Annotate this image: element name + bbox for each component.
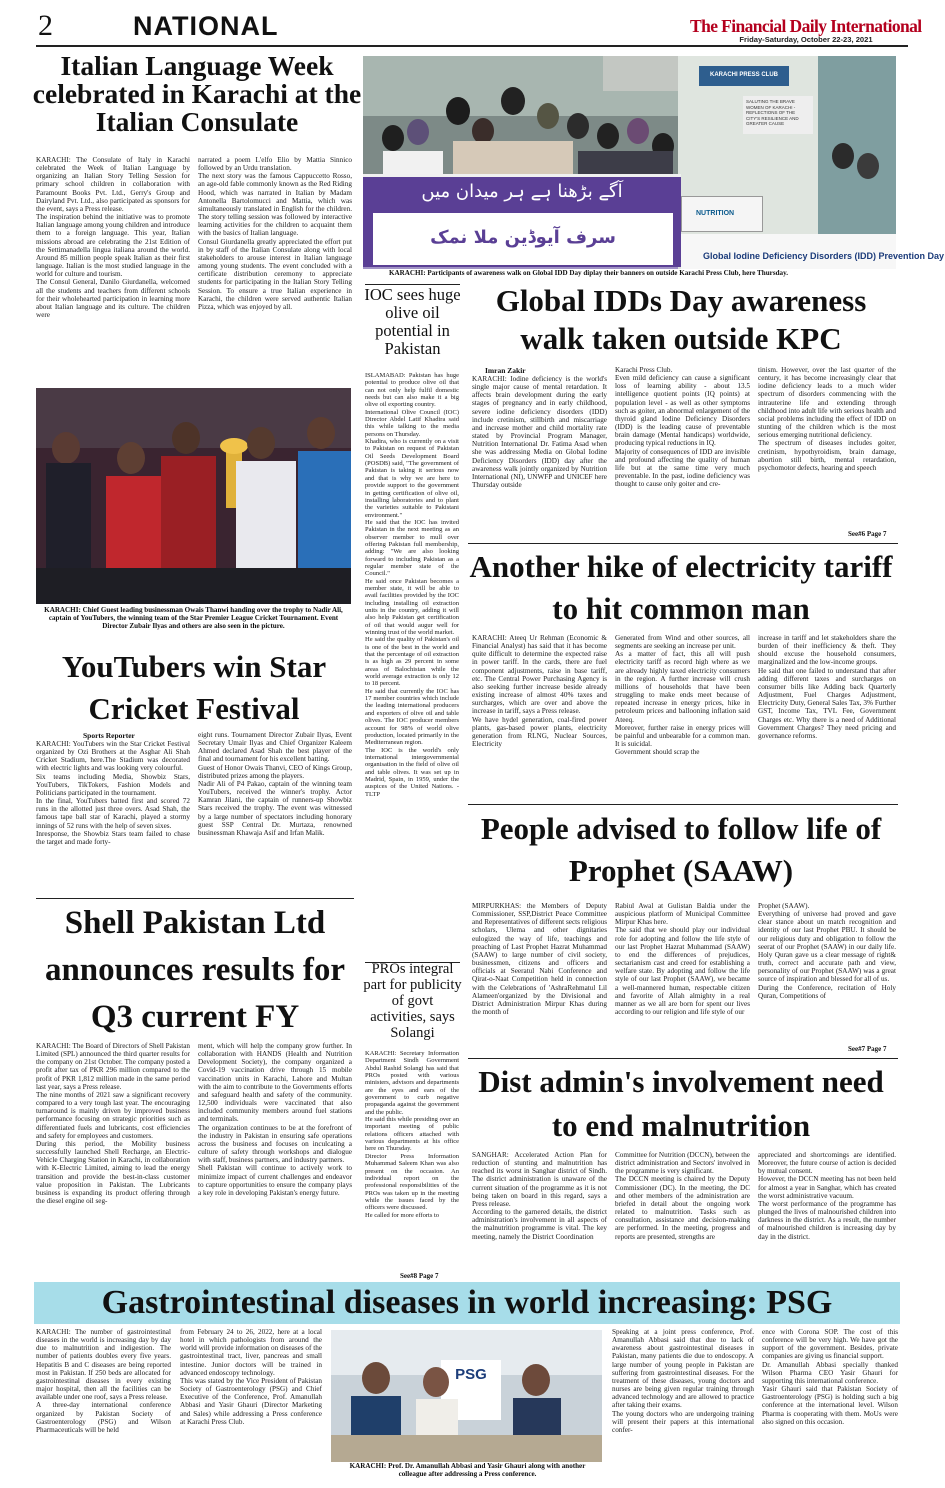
- gastro-psg-logo: PSG: [455, 1366, 487, 1383]
- youtubers-col2: eight runs. Tournament Director Zubair Ilyas, Event Secretary Umair Ilyas and Chief Organizer Kaleem Ahmed declared Asad Shah the best player of the final and tournament for his excellent batting. Guest of Honor Owais Thanvi, CEO of Kings Group, distributed prizes among the players. Nadir Ali of P4 Pakao, captain of the winning team YouTubers, received the winner's trophy. Actor Kamran Jilani, the captain of runners-up Showbiz Stars received the trophy. The event was witnessed by a large number of spectators including honorary guest SSP Central Dr. Murtaza, renowned businessman Khawaja Asif and Irfan Malik.: [198, 731, 352, 837]
- youtubers-byline: Sports Reporter: [83, 731, 135, 740]
- electricity-col1: KARACHI: Ateeq Ur Rehman (Economic & Financial Analyst) has said that it has become quite difficult to determine the expected raise in power tariff. In the cards, there are fuel component adjustments, raise in base tariff, etc. The Central Power Purchasing Agency is also seeking further increase beside already existing increase of almost 40% taxes and surcharges, which are over and above the increase in tariff, says a Press release. We have hydel generation, coal-fired power plants, gas-based power plants, electricity generation from RLNG, Nuclear Sources, Electricity: [472, 634, 607, 749]
- pros-continued: See#8 Page 7: [400, 1272, 439, 1280]
- prophet-headline: People advised to follow life of Prophet (SAAW): [480, 811, 882, 888]
- idd-col1: KARACHI: Iodine deficiency is the world's single major cause of mental retardation. It affects brain development during the early stages of pregnancy and in early childhood, severe iodine deficiency disorders (IDD) include cretinism, stillbirth and miscarriage and increase mother and child mortality rate stated by Provincial Program Manager, Nutrition International Dr. Fatima Asad when she was addressing Media on Global Iodine Deficiency Disorders (IDD) day after the awareness walk jointly organized by Nutrition International (NI), UNWFP and UNICEF here Thursday outside: [472, 375, 607, 490]
- nutrition-sign: [681, 196, 763, 232]
- youtubers-col1: KARACHI: YouTubers win the Star Cricket Festival organized by Ozi Brothers at the Asghar Ali Shah Cricket Stadium, here.The Stadium was decorated with electric lights and was looking very colourful. Six teams including Media, Showbiz Stars, YouTubers, TikTokers, Fashion Models and Politicians participated in the tournament. In the final, YouTubers batted first and scored 72 runs in the allotted just three overs. Asad Shah, the famous tape ball star of Karachi, played a stormy innings of 52 runs with the help of seven sixes. Inresponse, the Showbiz Stars team failed to chase the target and made forty-: [36, 740, 190, 846]
- shell-headline: Shell Pakistan Ltd announces results for Q3 current FY: [44, 905, 346, 1035]
- idd-continued: See#6 Page 7: [848, 530, 887, 538]
- cricket-photo-caption: KARACHI: Chief Guest leading businessman Owais Thanwi handing over the trophy to Nadir Ali, captain of YouTubers, the winning team of the Star Premier League Cricket Tournament. Event Director Zubair Ilyas and others are also seen in the picture.: [44, 606, 343, 630]
- italian-col1: KARACHI: The Consulate of Italy in Karachi celebrated the Week of Italian Language by organizing an Italian Story Telling Session for primary school children in collaboration with Paramount Books Pvt. Ltd., Gerry's Group and Dairyland Pvt. Ltd., also participated as sponsors for the event, says a Press release. The inspiration behind the initiative was to promote Italian language among young children and introduce them to a foreign language. This year, Italian missions abroad are celebrating the 21st Edition of the Settimanadella lingua italiana around the world. Around 85 million people speak Italian as their first language. Italian is the most studied language in the world for culture and tourism. The Consul General, Danilo Giurdanella, welcomed all the students and teachers from different schools for their wholehearted participation in learning more about Italian language and its culture. The children were: [36, 156, 190, 319]
- pros-body: KARACHI: Secretary Information Department Sindh Government Abdul Rashid Solangi has said that PROs posted with various ministers, advisors and departments are the eyes and ears of the government to curb negative propaganda against the government and the public. He said this while presiding over an important meeting of public relations officers attached with various departments at his office here on Thursday. Director Press Information Muhammad Saleem Khan was also present on the occasion. An individual report on the professional responsibilities of the PROs was taken up in the meeting while the issues faced by the officers were discussed. He called for more efforts to: [365, 1050, 459, 1219]
- malnutrition-col3: appreciated and shortcomings are identified. Moreover, the future course of action is decided by mutual consent. However, the DCCN meeting has not been held for almost a year in Sanghar, which has created the worst administrative vacuum. The worst performance of the programme has plunged the lives of malnourished children into darkness in the district. As a result, the number of malnourished children is increasing day by day in the district.: [758, 1151, 896, 1241]
- idd-byline: Imran Zakir: [485, 366, 526, 375]
- prophet-bottom-rule: [468, 1058, 898, 1059]
- prophet-col3: Prophet (SAAW). Everything of universe had proved and gave clear stance about un match recognition and identity of our last Prophet PBU. It should be our religious duty and obligation to follow the seerat of our Prophet (SAAW) in our daily life. Holy Quran gave us a clear message of right& truth, correct and accurate path and view, personality of our Prophet (SAAW) was a great source of inspiration and blessed for all of us. During the Conference, recitation of Holy Quran, Competitions of: [758, 902, 896, 1000]
- prophet-col2: Rabiul Awal at Gulistan Baldia under the auspicious platform of Municipal Committee Mirpur Khas here. The said that we should play our individual role for adopting and follow the life style of our last Prophet Hazrat Muhammad (SAAW) to end the differences of prejudices, sectarianism cast and creed for establishing a welfare state. By adopting and follow the life style of our last Prophet (SAAW), we became a well-mannered human, respectable citizen and favorite of Allah almighty in a real manner as we all are born for spent our lives according to our religion and life style of our: [615, 902, 750, 1017]
- shell-col2: ment, which will help the company grow further. In collaboration with HANDS (Health and Nutrition Development Society), the company organized a Covid-19 vaccination drive through 15 mobile vaccination units in Karachi, Lahore and Multan with the aim to contribute to the Governments efforts and safeguard health and safety of the community. 12,500 individuals were vaccinated that also included community members around fuel stations and terminals. The organization continues to be at the forefront of the industry in Pakistan in ensuring safe operations across the business and focuses on inculcating a culture of safety through workshops and dialogue with staff, business partners, and industry partners. Shell Pakistan will continue to actively work to minimize impact of current challenges and endeavor to capture opportunities to ensure the company plays a key role in developing Pakistan's energy future.: [198, 1042, 352, 1197]
- electricity-col2: Generated from Wind and other sources, all segments are seeking an increase per unit. As a matter of fact, this all will push electricity tariff as record high where as we are already highly taxed electricity consumers in the region. A further increase will crush millions of households that have been struggling to make ends meet because of repeated increase in energy prices, hike in petroleum prices and ballooning inflation said Ateeq. Moreover, further raise in energy prices will be painful and unbearable for a common man. It is suicidal. Government should scrap the: [615, 634, 750, 757]
- nutrition-sign-text: NUTRITION: [696, 210, 735, 217]
- gastro-headline-band: [34, 1282, 900, 1324]
- idd-walk-photo: [363, 56, 945, 269]
- salute-sign-text: SALUTING THE BRAVE WOMEN OF KARACHI - REFLECTIONS OF THE CITY'S RESILIENCE AND GREATER CAUSE: [746, 99, 799, 126]
- gastro-photo-caption: KARACHI: Prof. Dr. Amanullah Abbasi and Yasir Ghauri along with another colleague after addressing a Press conference.: [349, 1462, 586, 1478]
- gastro-col1: KARACHI: The number of gastrointestinal diseases in the world is increasing day by day due to malnutrition and indigestion. The number of patients doubles every five years. Hepatitis B and C diseases are being reported most in Pakistan. If 250 beds are allocated for gastrointestinal diseases in every existing major hospital, then all the facilities can be available under one roof, says a Press release. A three-day international conference organized by Pakistan Society of Gastroenterology (PSG) and Wilson Pharmaceuticals will be held: [36, 1328, 171, 1434]
- ioc-headline: IOC sees huge olive oil potential in Pakistan: [364, 285, 461, 359]
- electricity-col3: increase in tariff and let stakeholders share the burden of their inefficiency & theft. They should excuse the household consumers, marginalized and the low-income groups. He said that one failed to understand that after adding different taxes and surcharges on consumer bills like Adding back Quarterly Adjustment, Fuel Charges Adjustment, Electricity Duty, General Sales Tax, 3% Further GST, Income Tax, TVL Fee, Government Charges etc. Why there is a need of Additional Government Charges? They need pricing and governance reforms.: [758, 634, 896, 740]
- prophet-continued: See#7 Page 7: [848, 1045, 887, 1053]
- press-club-sign: [699, 66, 789, 86]
- shell-top-rule: [36, 898, 354, 899]
- gastro-photo: [331, 1330, 602, 1462]
- gastro-col2: from February 24 to 26, 2022, here at a local hotel in which pathologists from around the world will provide information on diseases of the gastrointestinal tract, liver, pancreas and small intestine. Junior doctors will be trained in advanced endoscopy technology. This was stated by the Vice President of Pakistan Society of Gastroenterology (PSG) and Chief Executive of the Conference, Prof. Amanullah Abbasi and Yasir Ghauri (Director Marketing and Sales) while addressing a Press conference at Karachi Press Club.: [180, 1328, 322, 1426]
- masthead-rule: [36, 45, 908, 47]
- urdu-banner-text: آگے بڑھنا ہے ہر میدان میں: [421, 181, 623, 202]
- urdu-banner: [363, 174, 681, 267]
- salute-sign: [743, 96, 813, 134]
- italian-col2: narrated a poem L'elfo Elio by Mattia Sinnico followed by an Urdu translation. The next story was the famous Cappuccetto Rosso, an age-old fable commonly known as the Red Riding Hood, which was narrated in Italian by Madam Antonella Bartolomucci and Mattia, which was simultaneously translated in English for the children. The story telling session was followed by interactive learning activities for the children to acquaint them with the basics of Italian language. Consul Giurdanella greatly appreciated the effort put in by staff of the Italian Consulate along with local stakeholders to arouse interest in Italian language among young students. The event concluded with a certificate distribution ceremony to appreciate students for participating in the Italian Story Telling Session. To ensure a true Italian experience in Karachi, the children were served authentic Italian Pizza, which was enjoyed by all.: [198, 156, 352, 311]
- malnutrition-col1: SANGHAR: Accelerated Action Plan for reduction of stunting and malnutrition has reached its worst in Sanghar district of Sindh. The district administration is unaware of the current situation of the programme as it is not being taken on board in this regard, says a Press release. According to the garnered details, the district administration's involvement in all aspects of the malnutrition programme is vital. The key meeting, namely the District Coordination: [472, 1151, 607, 1241]
- idd-headline: Global IDDs Day awareness walk taken outside KPC: [495, 283, 867, 356]
- malnutrition-headline: Dist admin's involvement need to end malnutrition: [478, 1064, 884, 1143]
- section-title: NATIONAL: [133, 11, 279, 41]
- gastro-col4: ence with Corona SOP. The cost of this conference will be very high. We have got the support of the government. Besides, private companies are giving us financial support. Dr. Amanullah Abbasi specially thanked Wilson Pharma CEO Yasir Ghauri for supporting this international conference. Yasir Ghauri said that Pakistan Society of Gastroenterology (PSG) is holding such a big conference at the international level. Wilson Pharma is cooperating with them. MoUs were also signed on this occasion.: [762, 1328, 898, 1426]
- pros-headline: PROs integral part for publicity of govt activities, says Solangi: [363, 961, 462, 1041]
- idd-col2: Karachi Press Club. Even mild deficiency can cause a significant loss of learning ability - about 13.5 intelligence quotient points (IQ points) at population level - as well as other symptoms such as goiter, an abnormal enlargement of the thyroid gland Iodine Deficiency Disorders (IDD) is the leading cause of preventable brain damage (Mental handicaps) worldwide, producing typical reductions in IQ. Majority of consequences of IDD are invisible and profound affecting the quality of human life but at the same time very much preventable. In the past, iodine deficiency was thought to cause only goiter and cre-: [615, 366, 750, 489]
- issue-date: Friday-Saturday, October 22-23, 2021: [739, 35, 873, 44]
- idd-photo-caption: KARACHI: Participants of awareness walk on Global IDD Day diplay their banners on outside Karachi Press Club, here Thursday.: [389, 269, 788, 277]
- cricket-photo-graphic: [36, 388, 351, 604]
- paper-name: The Financial Daily International: [690, 16, 922, 36]
- electricity-headline: Another hike of electricity tariff to hit common man: [469, 549, 893, 626]
- gastro-photo-graphic: [331, 1330, 602, 1462]
- prophet-col1: MIRPURKHAS: the Members of Deputy Commissioner, SSP,District Peace Committee and Representatives of different sects religious scholars, Ulema and other dignitaries eulogized the way of life, teachings and preaching of Last Prophet Hazrat Muhammad (SAAW) to large number of civil society, businessmen, citizens and officers and officials at Seeratul Nabi Conference and Qirat-o-Naat Competition held in connection with the Celebrations of 'AshraRehmatul Lil Alameen'organized by the Divisional and District Administration Mirpur Khas during the month of: [472, 902, 607, 1017]
- page-number: 2: [38, 9, 53, 42]
- youtubers-headline: YouTubers win Star Cricket Festival: [61, 649, 327, 726]
- urdu-banner-subtext: سرف آیوڈین ملا نمک: [430, 227, 616, 248]
- idd-sign: [681, 234, 945, 269]
- idd-col3: tinism. However, over the last quarter of the century, it has become increasingly clear that iodine deficiency leads to a much wider spectrum of disorders commencing with the intrauterine life and extending through childhood into adult life with serious health and social problems including the effect of IDD on stunting of the children which is the most serious emerging nutritional deficiency. The spectrum of diseases includes goiter, cretinism, hypothyroidism, brain damage, abortion still birth, mental retardation, psychomotor defects, hearing and speech: [758, 366, 896, 472]
- masthead: [0, 0, 945, 50]
- shell-col1: KARACHI: The Board of Directors of Shell Pakistan Limited (SPL) announced the third quarter results for the company on 21st October. The company posted a profit after tax of PKR 296 million compared to the profit of PKR 1,812 million made in the same period last year, says a Press release. The nine months of 2021 saw a significant recovery compared to a very tough last year. The encouraging turnaround is mainly driven by improved business performance focusing on strategic priorities such as differentiated fuels and lubricants, cost efficiencies and safety for employees and customers. During this period, the Mobility business successfully launched Shell Recharge, an Electric-Vehicle Charging Station in Karachi, in collaboration with K-Electric Limited, aiming to lead the energy transition and provide the best-in-class customer value proposition in Pakistan. The Lubricants business is expanding its product offering through the diesel engine oil seg-: [36, 1042, 190, 1205]
- malnutrition-col2: Committee for Nutrition (DCCN), between the district administration and Sectors' involved in the programme is very significant. The DCCN meeting is chaired by the Deputy Commissioner (DC). In the meeting, the DC and other members of the administration are briefed in detail about the ongoing work related to malnutrition. Tasks such as consultation, assistance and decision-making are performed. In the meeting, progress and reports are presented, strengths are: [615, 1151, 750, 1241]
- gastro-col3: Speaking at a joint press conference, Prof. Amanullah Abbasi said that due to lack of awareness about gastrointestinal diseases in Pakistan, many patients die due to endoscopy. A large number of young people in Pakistan are suffering from gastrointestinal diseases. For the treatment of these diseases, young doctors and nurses are being given regular training through advanced technology and are allowed to practice after taking their exams. The young doctors who are undergoing training will present their papers at this international confer-: [612, 1328, 754, 1434]
- electricity-bottom-rule: [468, 804, 898, 805]
- italian-headline: Italian Language Week celebrated in Karachi at the Italian Consulate: [32, 50, 362, 138]
- idd-sign-text: Global Iodine Deficiency Disorders (IDD) Prevention Day: [703, 251, 945, 261]
- cricket-photo: [36, 388, 351, 604]
- ioc-body: ISLAMABAD: Pakistan has huge potential to produce olive oil that can not only help fulfil domestic needs but can also make it a big olive oil exporting country. International Olive Council (IOC) Director Abdel Latif Khadira said this while talking to the media persons on Thursday. Khadira, who is currently on a visit to Pakistan on request of Pakistan Oil Seeds Development Board (POSDB) said, "The government of Pakistan is taking it serious now and that is why we are here to provide support to the government in getting certification of olive oil, installing laboratories and to plant the varieties suitable to Pakistani environment." He said that the IOC has invited Pakistan in the next meeting as an observer member to mull over offering Pakistan full membership, adding: "We are also looking forward to including Pakistan as a regular member state of the Council." He said once Pakistan becomes a member state, it will be able to avail facilities provided by the IOC including installing oil extraction units in the country, adding it will also help Pakistan get certification of oil that would augur well for winning trust of the world market. He said the quality of Pakistan's oil is one of the best in the world and that the percentage of oil extraction is as high as 29 percent in some areas of Balochistan while the world average extraction is only 12 to 18 percent. He said that currently the IOC has 17 member countries which include the leading international producers and exporters of olive oil and table olives. The IOC producer members account for 98% of world olive production, located primarily in the Mediterranean region. The IOC is the world's only international intergovernmental organisation in the field of olive oil and table olives. It was set up in Madrid, Spain, in 1959, under the auspices of the United Nations. - TLTP: [365, 372, 459, 798]
- press-club-sign-text: KARACHI PRESS CLUB: [709, 72, 778, 78]
- idd-bottom-rule: [468, 543, 898, 544]
- urdu-banner-sub: [373, 213, 673, 265]
- gastro-headline: Gastrointestinal diseases in world increasing: PSG: [101, 1284, 833, 1321]
